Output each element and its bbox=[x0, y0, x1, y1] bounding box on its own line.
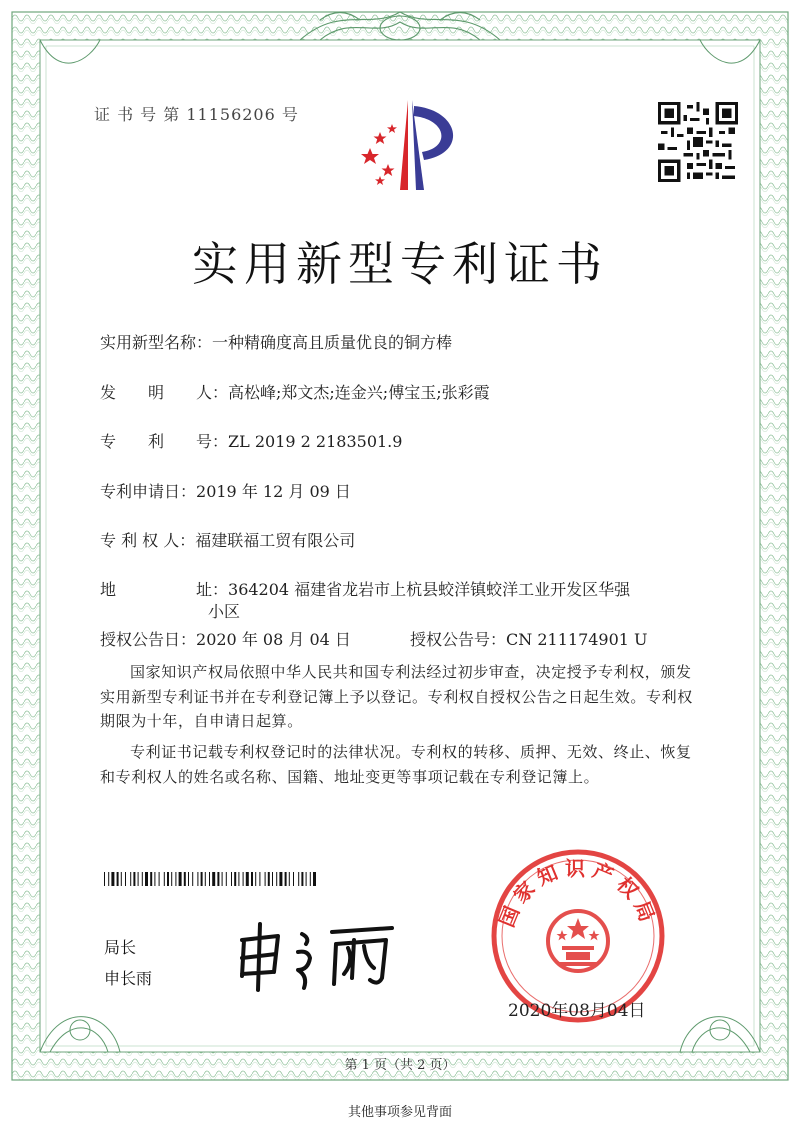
seal-date: 2020年08月04日 bbox=[508, 1001, 646, 1021]
barcode-bar bbox=[246, 872, 249, 886]
field-filing-date-value: 2019 年 12 月 09 日 bbox=[196, 482, 351, 501]
field-inventors-label: 发 明 人： bbox=[100, 383, 229, 402]
field-filing-date-label: 专利申请日： bbox=[100, 482, 197, 501]
barcode-bar bbox=[231, 872, 232, 886]
barcode-bar bbox=[142, 872, 143, 886]
barcode-bar bbox=[293, 872, 294, 886]
barcode-bar bbox=[259, 872, 260, 886]
field-patentee-value: 福建联福工贸有限公司 bbox=[195, 531, 356, 550]
barcode-bar bbox=[289, 872, 290, 886]
field-filing-date bbox=[100, 479, 351, 502]
barcode bbox=[104, 872, 318, 886]
barcode-bar bbox=[205, 872, 206, 886]
field-patent-no-value: ZL 2019 2 2183501.9 bbox=[228, 432, 403, 451]
barcode-bar bbox=[164, 872, 165, 886]
body-paragraph-1: 国家知识产权局依照中华人民共和国专利法经过初步审查，决定授予专利权，颁发实用新型专利证书并在专利登记簿上予以登记。专利权自授权公告之日起生效。专利权期限为十年，自申请日起算。 bbox=[100, 663, 693, 730]
barcode-bar bbox=[138, 872, 139, 886]
barcode-bar bbox=[251, 872, 253, 886]
field-grant-no bbox=[410, 627, 648, 650]
barcode-bar bbox=[238, 872, 239, 886]
field-name-value: 一种精确度高且质量优良的铜方棒 bbox=[212, 333, 453, 352]
barcode-bar bbox=[243, 872, 244, 886]
barcode-bar bbox=[285, 872, 287, 886]
director-signature bbox=[232, 918, 412, 998]
barcode-bar bbox=[306, 872, 307, 886]
field-patent-no-label: 专 利 号： bbox=[100, 432, 229, 451]
field-address-value-line1: 364204 福建省龙岩市上杭县蛟洋镇蛟洋工业开发区华强 bbox=[228, 580, 631, 599]
barcode-bar bbox=[276, 872, 277, 886]
barcode-bar bbox=[217, 872, 219, 886]
barcode-bar bbox=[167, 872, 169, 886]
barcode-bar bbox=[255, 872, 256, 886]
field-address bbox=[100, 577, 630, 600]
barcode-bar bbox=[104, 872, 105, 886]
back-note: 其他事项参见背面 bbox=[347, 1105, 452, 1120]
barcode-bar bbox=[171, 872, 172, 886]
barcode-bar bbox=[125, 872, 126, 886]
barcode-bar bbox=[130, 872, 131, 886]
field-inventors bbox=[100, 380, 490, 403]
barcode-bar bbox=[111, 872, 114, 886]
barcode-bar bbox=[265, 872, 266, 886]
field-address-label: 地 址： bbox=[100, 580, 229, 599]
seal-text: 国家知识产权局 bbox=[494, 856, 662, 931]
director-name: 申长雨 bbox=[104, 969, 153, 988]
page-number: 第 1 页（共 2 页） bbox=[344, 1058, 456, 1073]
barcode-bar bbox=[301, 872, 303, 886]
barcode-bar bbox=[279, 872, 282, 886]
field-name bbox=[100, 330, 452, 353]
qr-code bbox=[658, 102, 738, 182]
barcode-bar bbox=[313, 872, 316, 886]
patent-office-logo bbox=[350, 98, 470, 198]
barcode-bar bbox=[234, 872, 236, 886]
field-grant-no-value: CN 211174901 U bbox=[506, 630, 648, 649]
certificate-number: 证 书 号 第 11156206 号 bbox=[94, 105, 299, 124]
barcode-bar bbox=[209, 872, 210, 886]
field-name-label: 实用新型名称： bbox=[100, 333, 213, 352]
barcode-bar bbox=[226, 872, 227, 886]
field-grant-no-label: 授权公告号： bbox=[410, 630, 507, 649]
barcode-bar bbox=[188, 872, 189, 886]
barcode-bar bbox=[117, 872, 119, 886]
barcode-bar bbox=[179, 872, 182, 886]
barcode-bar bbox=[159, 872, 160, 886]
barcode-bar bbox=[121, 872, 122, 886]
field-address-value-line2: 小区 bbox=[208, 602, 241, 621]
barcode-bar bbox=[268, 872, 270, 886]
field-patentee bbox=[100, 528, 355, 551]
barcode-bar bbox=[212, 872, 215, 886]
barcode-bar bbox=[298, 872, 299, 886]
field-patent-no bbox=[100, 429, 402, 452]
barcode-bar bbox=[192, 872, 193, 886]
body-paragraph-2: 专利证书记载专利权登记时的法律状况。专利权的转移、质押、无效、终止、恢复和专利权人的姓名或名称、国籍、地址变更等事项记载在专利登记簿上。 bbox=[100, 743, 692, 786]
field-grant-date bbox=[100, 627, 351, 650]
barcode-bar bbox=[310, 872, 311, 886]
barcode-bar bbox=[108, 872, 109, 886]
field-patentee-label: 专 利 权 人： bbox=[100, 531, 196, 550]
field-inventors-value: 高松峰;郑文杰;连金兴;傅宝玉;张彩霞 bbox=[228, 383, 490, 402]
barcode-bar bbox=[184, 872, 186, 886]
barcode-bar bbox=[175, 872, 176, 886]
barcode-bar bbox=[197, 872, 198, 886]
barcode-bar bbox=[133, 872, 135, 886]
barcode-bar bbox=[154, 872, 155, 886]
barcode-bar bbox=[272, 872, 273, 886]
certificate-title: 实用新型专利证书 bbox=[192, 237, 608, 291]
field-grant-date-label: 授权公告日： bbox=[100, 630, 197, 649]
barcode-bar bbox=[201, 872, 203, 886]
field-grant-date-value: 2020 年 08 月 04 日 bbox=[196, 630, 351, 649]
barcode-bar bbox=[222, 872, 223, 886]
barcode-bar bbox=[145, 872, 148, 886]
director-title: 局长 bbox=[104, 938, 137, 957]
barcode-bar bbox=[150, 872, 152, 886]
